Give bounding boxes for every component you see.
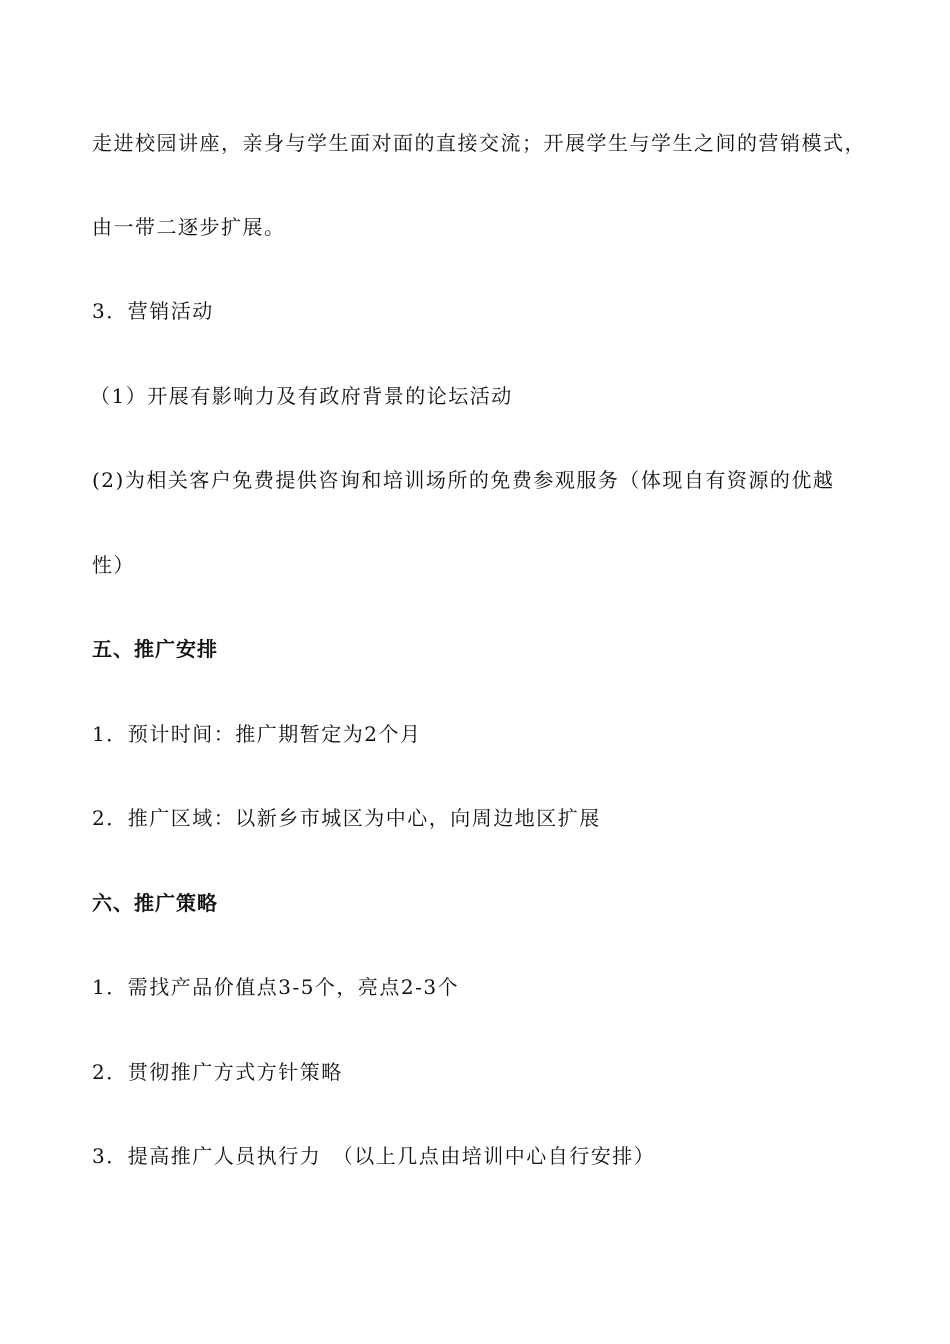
section-heading-promotion-arrangement: 五、推广安排 [92,637,218,661]
list-subitem-forum-activities: （1）开展有影响力及有政府背景的论坛活动 [90,384,513,408]
section-heading-promotion-strategy: 六、推广策略 [92,891,218,915]
list-item-estimated-time: 1．预计时间：推广期暂定为2个月 [92,722,422,746]
list-item-implement-strategy: 2．贯彻推广方式方针策略 [92,1060,343,1084]
list-item-marketing-activities: 3．营销活动 [92,299,214,323]
body-text-line: 性） [92,553,135,577]
list-item-promotion-area: 2．推广区域：以新乡市城区为中心，向周边地区扩展 [92,806,601,830]
list-item-value-points: 1．需找产品价值点3-5个，亮点2-3个 [92,975,460,999]
list-subitem-free-visit-service: (2)为相关客户免费提供咨询和培训场所的免费参观服务（体现自有资源的优越 [92,468,835,492]
body-text-line: 走进校园讲座，亲身与学生面对面的直接交流；开展学生与学生之间的营销模式， [92,131,866,155]
body-text-line: 由一带二逐步扩展。 [92,215,286,239]
list-item-improve-execution: 3．提高推广人员执行力 （以上几点由培训中心自行安排） [92,1144,656,1168]
